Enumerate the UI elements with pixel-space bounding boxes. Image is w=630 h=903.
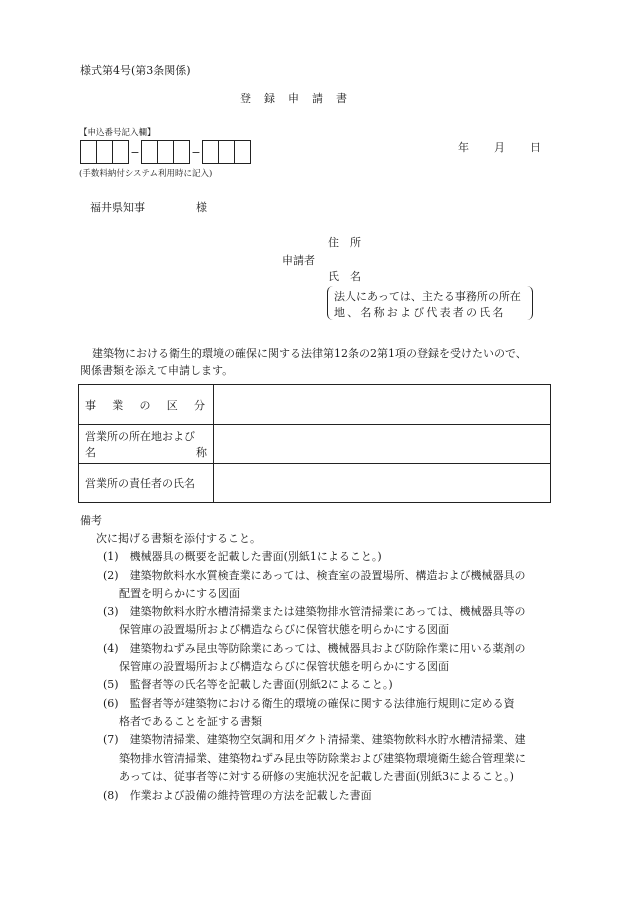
form-number: 様式第4号(第3条関係) bbox=[80, 64, 191, 77]
corporation-note-line2: 地、名称および代表者の氏名 bbox=[334, 306, 506, 319]
application-number-group-2[interactable] bbox=[141, 140, 190, 164]
office-location-label-char: 称 bbox=[196, 446, 207, 459]
body-text-line1: 建築物における衛生的環境の確保に関する法律第12条の2第1項の登録を受けたいので、 bbox=[92, 347, 527, 360]
digit-box[interactable] bbox=[80, 140, 97, 164]
address-label: 住 所 bbox=[328, 236, 361, 249]
remarks-title: 備考 bbox=[80, 514, 102, 527]
addressee-honorific: 様 bbox=[196, 201, 207, 214]
remark-item-2-cont: 配置を明らかにする図面 bbox=[119, 587, 240, 600]
digit-box[interactable] bbox=[96, 140, 113, 164]
remark-item-7: (7) 建築物清掃業、建築物空気調和用ダクト清掃業、建築物飲料水貯水槽清掃業、建 bbox=[103, 733, 526, 746]
digit-box[interactable] bbox=[112, 140, 129, 164]
remark-item-7-cont1: 築物排水管清掃業、建築物ねずみ昆虫等防除業および建築物環境衛生総合管理業に bbox=[119, 752, 526, 765]
digit-box[interactable] bbox=[218, 140, 235, 164]
remark-item-8: (8) 作業および設備の維持管理の方法を記載した書面 bbox=[103, 789, 372, 802]
remark-item-6-cont: 格者であることを証する書類 bbox=[119, 715, 262, 728]
digit-box[interactable] bbox=[234, 140, 251, 164]
table-row-business-category bbox=[79, 385, 551, 425]
application-number-label: 【申込番号記入欄】 bbox=[79, 128, 156, 138]
office-manager-label: 営業所の責任者の氏名 bbox=[79, 464, 214, 503]
separator-dash: − bbox=[130, 145, 140, 159]
date-month: 月 bbox=[494, 141, 505, 154]
remark-item-2: (2) 建築物飲料水水質検査業にあっては、検査室の設置場所、構造および機械器具の bbox=[103, 569, 526, 582]
digit-box[interactable] bbox=[202, 140, 219, 164]
name-label: 氏 名 bbox=[328, 270, 361, 283]
office-location-label-line1: 営業所の所在地および bbox=[85, 430, 195, 443]
label-char: 事 bbox=[85, 398, 96, 412]
page-title: 登 録 申 請 書 bbox=[240, 92, 348, 105]
applicant-label: 申請者 bbox=[282, 254, 315, 267]
date-day: 日 bbox=[530, 141, 541, 154]
remark-item-7-cont2: あっては、従事者等に対する研修の実施状況を記載した書面(別紙3によること。) bbox=[119, 770, 514, 783]
table-row-office-manager bbox=[79, 464, 551, 503]
remark-item-3-cont: 保管庫の設置場所および構造ならびに保管状態を明らかにする図面 bbox=[119, 623, 449, 636]
application-number-boxes[interactable] bbox=[80, 140, 251, 164]
remark-item-6: (6) 監督者等が建築物における衛生的環境の確保に関する法律施行規則に定める資 bbox=[103, 697, 515, 710]
business-info-table bbox=[78, 384, 551, 503]
label-char: 区 bbox=[166, 398, 178, 412]
application-number-group-3[interactable] bbox=[202, 140, 251, 164]
label-char: 分 bbox=[194, 398, 205, 412]
table-row-office-location bbox=[79, 425, 551, 464]
office-location-label-char: 名 bbox=[85, 446, 96, 459]
date-year: 年 bbox=[458, 141, 469, 154]
body-text-line2: 関係書類を添えて申請します。 bbox=[80, 364, 234, 377]
remark-item-4: (4) 建築物ねずみ昆虫等防除業にあっては、機械器具および防除作業に用いる薬剤の bbox=[103, 642, 526, 655]
digit-box[interactable] bbox=[173, 140, 190, 164]
remark-item-1: (1) 機械器具の概要を記載した書面(別紙1によること。) bbox=[103, 550, 382, 563]
remark-item-3: (3) 建築物飲料水貯水槽清掃業または建築物排水管清掃業にあっては、機械器具等の bbox=[103, 605, 526, 618]
business-category-label bbox=[79, 385, 214, 425]
fee-system-note: (手数料納付システム利用時に記入) bbox=[79, 169, 213, 179]
addressee-name: 福井県知事 bbox=[90, 201, 145, 214]
label-char: 業 bbox=[112, 398, 124, 412]
remarks-intro: 次に掲げる書類を添付すること。 bbox=[96, 532, 261, 545]
application-number-group-1[interactable] bbox=[80, 140, 129, 164]
office-manager-value[interactable] bbox=[214, 464, 551, 503]
digit-box[interactable] bbox=[141, 140, 158, 164]
label-char: の bbox=[139, 398, 151, 412]
separator-dash: − bbox=[191, 145, 201, 159]
office-location-label bbox=[79, 425, 214, 464]
remark-item-5: (5) 監督者等の氏名等を記載した書面(別紙2によること。) bbox=[103, 678, 393, 691]
remark-item-4-cont: 保管庫の設置場所および構造ならびに保管状態を明らかにする図面 bbox=[119, 660, 449, 673]
office-location-value[interactable] bbox=[214, 425, 551, 464]
corporation-note-line1: 法人にあっては、主たる事務所の所在 bbox=[334, 290, 521, 303]
digit-box[interactable] bbox=[157, 140, 174, 164]
business-category-value[interactable] bbox=[214, 385, 551, 425]
